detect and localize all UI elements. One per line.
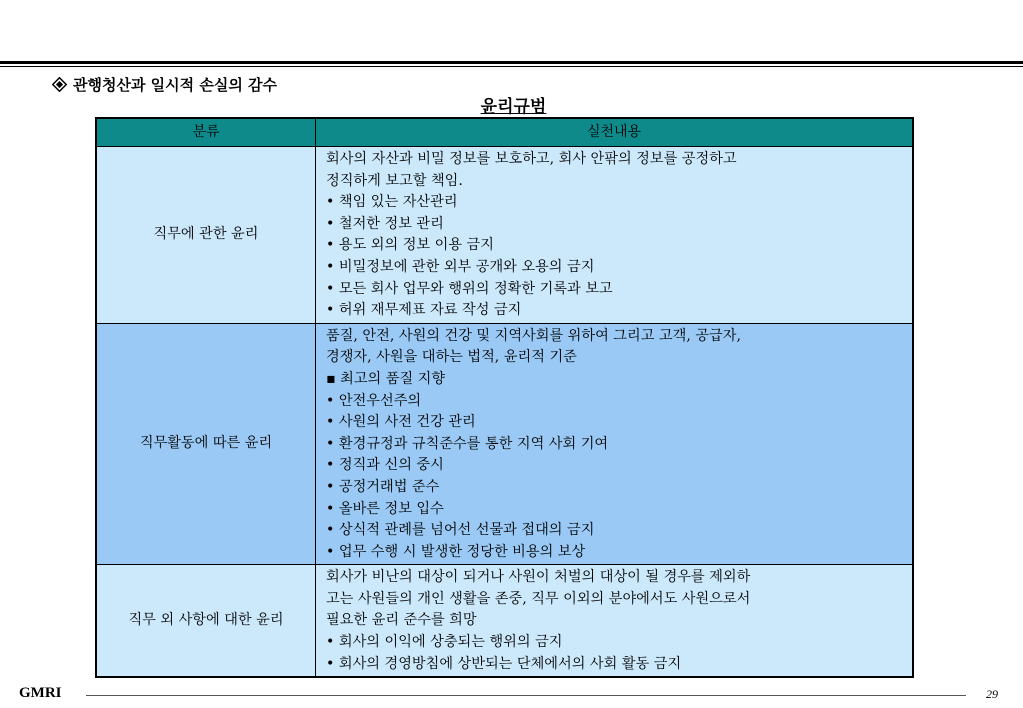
ethics-table	[95, 117, 914, 678]
page-number: 29	[986, 687, 998, 701]
content-line: 고는 사원들의 개인 생활을 존중, 직무 이외의 분야에서도 사원으로서	[326, 590, 751, 607]
content-line: 경쟁자, 사원을 대하는 법적, 윤리적 기준	[326, 349, 577, 366]
content-line: • 회사의 이익에 상충되는 행위의 금지	[326, 634, 563, 651]
content-line: • 사원의 사전 건강 관리	[326, 414, 476, 431]
header-category: 분류	[96, 118, 316, 147]
header-content: 실천내용	[316, 118, 914, 147]
content-line: • 철저한 정보 관리	[326, 215, 444, 232]
top-rule-thin	[0, 66, 1023, 67]
content-line: • 업무 수행 시 발생한 정당한 비용의 보상	[326, 543, 586, 560]
diamond-icon	[52, 77, 67, 92]
table-row	[96, 147, 913, 324]
content-line: 필요한 윤리 준수를 희망	[326, 612, 477, 629]
table-row	[96, 323, 913, 565]
content-line: • 환경규정과 규칙준수를 통한 지역 사회 기여	[326, 435, 609, 452]
row-content	[316, 323, 914, 565]
table-row	[96, 565, 913, 677]
content-line: • 상식적 관례를 넘어선 선물과 접대의 금지	[326, 522, 595, 539]
content-line: 회사의 자산과 비밀 정보를 보호하고, 회사 안팎의 정보를 공정하고	[326, 151, 737, 167]
content-line: • 공정거래법 준수	[326, 478, 440, 495]
row-content	[316, 565, 914, 677]
row-category: 직무에 관한 윤리	[96, 147, 316, 324]
content-line: • 책임 있는 자산관리	[326, 194, 458, 211]
content-line: • 허위 재무제표 자료 작성 금지	[326, 302, 522, 319]
content-line: • 회사의 경영방침에 상반되는 단체에서의 사회 활동 금지	[326, 655, 682, 672]
footer-logo: GMRI	[19, 685, 62, 701]
content-line: • 안전우선주의	[326, 392, 422, 409]
content-line: 회사가 비난의 대상이 되거나 사원이 처벌의 대상이 될 경우를 제외하	[326, 569, 751, 586]
content-line: 정직하게 보고할 책임.	[326, 172, 463, 189]
row-category: 직무 외 사항에 대한 윤리	[96, 565, 316, 677]
content-line: • 비밀정보에 관한 외부 공개와 오용의 금지	[326, 258, 595, 275]
content-line: • 올바른 정보 입수	[326, 500, 444, 517]
row-category: 직무활동에 따른 윤리	[96, 323, 316, 565]
content-line: ▪ 최고의 품질 지향	[326, 370, 446, 387]
slide-heading-text: 관행청산과 일시적 손실의 감수	[73, 76, 278, 94]
top-rule-thick	[0, 61, 1023, 64]
table-title	[0, 92, 1023, 117]
footer-rule	[86, 695, 966, 696]
table-title-text: 윤리규범	[480, 97, 547, 117]
content-line: 품질, 안전, 사원의 건강 및 지역사회를 위하여 그리고 고객, 공급자,	[326, 327, 741, 344]
table-header-row	[96, 118, 913, 147]
row-content	[316, 147, 914, 324]
content-line: • 정직과 신의 중시	[326, 457, 444, 474]
content-line: • 용도 외의 정보 이용 금지	[326, 237, 494, 254]
content-line: • 모든 회사 업무와 행위의 정확한 기록과 보고	[326, 280, 613, 297]
